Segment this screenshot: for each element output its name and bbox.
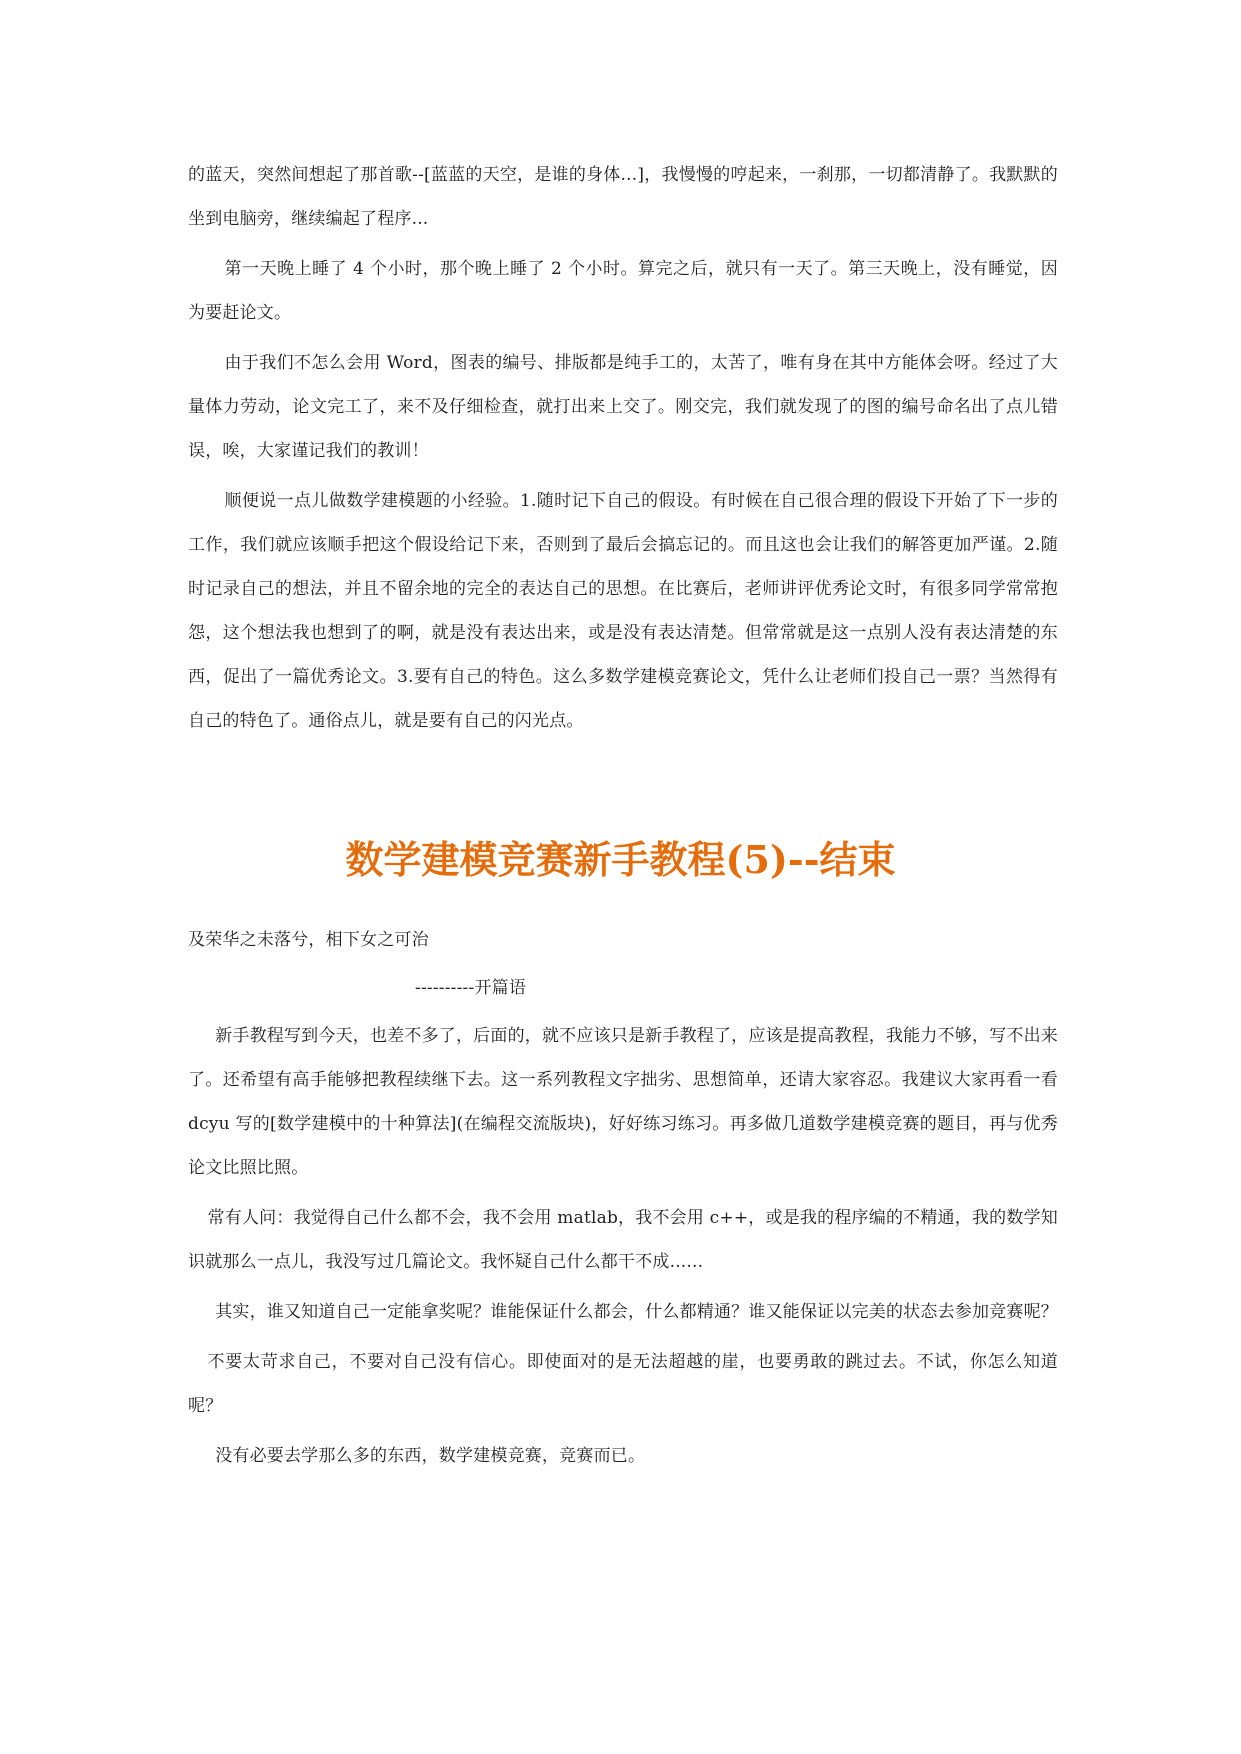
paragraph-sleep-schedule: 第一天晚上睡了 4 个小时，那个晚上睡了 2 个小时。算完之后，就只有一天了。第三天晚上，没有睡觉，因为要赶论文。	[188, 259, 1058, 323]
section-heading: 数学建模竞赛新手教程(5)--结束	[345, 837, 896, 882]
paragraph-modeling-tips: 顺便说一点儿做数学建模题的小经验。1.随时记下自己的假设。有时候在自己很合理的假设下开始了下一步的工作，我们就应该顺手把这个假设给记下来，否则到了最后会搞忘记的。而且这也会让我们的解答更加严谨。2.随时记录自己的想法，并且不留余地的完全的表达自己的思想。在比赛后，老师讲评优秀论文时，有很多同学常常抱怨，这个想法我也想到了的啊，就是没有表达出来，或是没有表达清楚。但常常就是这一点别人没有表达清楚的东西，促出了一篇优秀论文。3.要有自己的特色。这么多数学建模竞赛论文，凭什么让老师们投自己一票？当然得有自己的特色了。通俗点儿，就是要有自己的闪光点。	[188, 491, 1058, 731]
section1-body	[188, 153, 1058, 743]
paragraph-word-formatting: 由于我们不怎么会用 Word，图表的编号、排版都是纯手工的，太苦了，唯有身在其中方能体会呀。经过了大量体力劳动，论文完工了，来不及仔细检查，就打出来上交了。刚交完，我们就发现了的图的编号命名出了点儿错误，唉，大家谨记我们的教训！	[188, 353, 1058, 461]
paragraph-who-knows: 其实，谁又知道自己一定能拿奖呢？谁能保证什么都会，什么都精通？谁又能保证以完美的状态去参加竞赛呢？	[215, 1302, 1058, 1322]
paragraph-just-competition: 没有必要去学那么多的东西，数学建模竞赛，竞赛而已。	[215, 1446, 646, 1466]
paragraph-common-question: 常有人问：我觉得自己什么都不会，我不会用 matlab，我不会用 c++，或是我的程序编的不精通，我的数学知识就那么一点儿，我没写过几篇论文。我怀疑自己什么都干不成......	[188, 1208, 1058, 1272]
section2-body	[188, 918, 1058, 1478]
paragraph-song-recollection: 的蓝天，突然间想起了那首歌--[蓝蓝的天空，是谁的身体...]，我慢慢的哼起来，一刹那，一切都清静了。我默默的坐到电脑旁，继续编起了程序...	[188, 165, 1058, 229]
paragraph-tutorial-end: 新手教程写到今天，也差不多了，后面的，就不应该只是新手教程了，应该是提高教程，我能力不够，写不出来了。还希望有高手能够把教程续继下去。这一系列教程文字拙劣、思想简单，还请大家容忍。我建议大家再看一看 dcyu 写的[数学建模中的十种算法](在编程交流版块)，好好练习练习。再多做几道数学建模竞赛的题目，再与优秀论文比照比照。	[188, 1026, 1058, 1178]
epigraph-source: ----------开篇语	[415, 978, 527, 998]
paragraph-confidence: 不要太苛求自己，不要对自己没有信心。即使面对的是无法超越的崖，也要勇敢的跳过去。不试，你怎么知道呢？	[188, 1352, 1058, 1416]
epigraph: 及荣华之未落兮，相下女之可治	[188, 930, 429, 950]
